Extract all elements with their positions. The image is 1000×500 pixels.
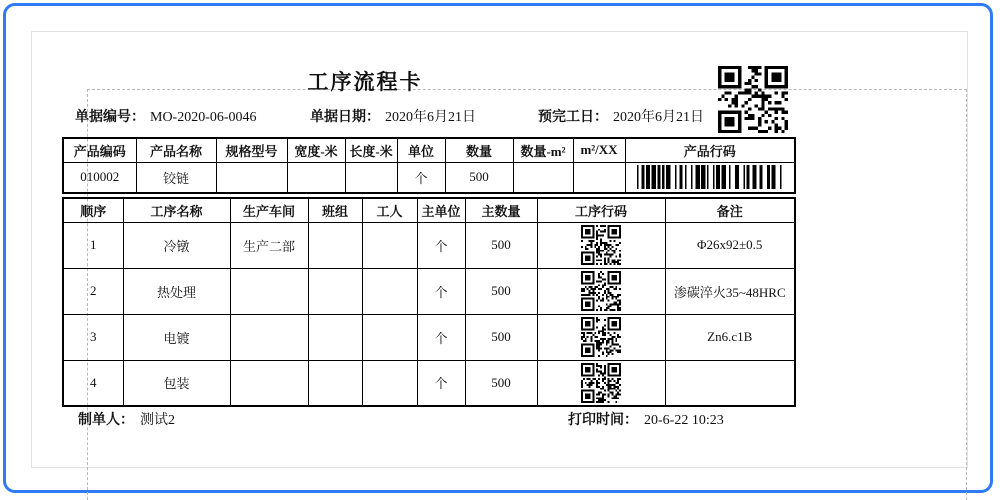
order-date-field (310, 106, 476, 126)
process-qr-cell (537, 222, 665, 268)
product-unit: 个 (397, 162, 445, 193)
process-row (63, 314, 795, 360)
process-worker (362, 268, 417, 314)
maker-value: 测试2 (140, 413, 175, 428)
due-date-label: 预完工日： (538, 110, 608, 125)
process-workshop (230, 314, 308, 360)
product-spec (216, 162, 287, 193)
col-product-barcode: 产品行码 (625, 138, 795, 162)
process-unit: 个 (417, 360, 465, 406)
process-team (308, 314, 362, 360)
qr-code-icon (581, 363, 621, 403)
process-worker (362, 222, 417, 268)
process-team (308, 222, 362, 268)
process-unit: 个 (417, 268, 465, 314)
maker-label: 制单人： (78, 413, 134, 428)
print-time-field (568, 409, 724, 429)
col-product-code: 产品编码 (63, 138, 136, 162)
col-main-qty: 主数量 (465, 198, 537, 222)
due-date-field (538, 106, 704, 126)
process-row (63, 360, 795, 406)
process-name: 热处理 (123, 268, 230, 314)
process-worker (362, 314, 417, 360)
process-workshop (230, 360, 308, 406)
process-qty: 500 (465, 314, 537, 360)
order-date-value: 2020年6月21日 (385, 110, 476, 125)
product-table-header (63, 138, 795, 162)
col-main-unit: 主单位 (417, 198, 465, 222)
process-seq: 2 (63, 268, 123, 314)
product-table (62, 137, 796, 194)
col-remark: 备注 (665, 198, 795, 222)
order-no-value: MO-2020-06-0046 (150, 110, 257, 125)
order-date-label: 单据日期： (310, 110, 380, 125)
process-qty: 500 (465, 222, 537, 268)
qr-code-icon (581, 225, 621, 265)
maker-field (78, 409, 175, 429)
order-no-label: 单据编号： (75, 110, 145, 125)
col-workshop: 生产车间 (230, 198, 308, 222)
process-seq: 4 (63, 360, 123, 406)
col-qty: 数量 (445, 138, 513, 162)
process-remark: Φ26x92±0.5 (665, 222, 795, 268)
col-product-name: 产品名称 (136, 138, 216, 162)
product-m2-xx (573, 162, 625, 193)
process-seq: 1 (63, 222, 123, 268)
qr-code-icon (718, 66, 788, 133)
process-row (63, 268, 795, 314)
page-title: 工序流程卡 (307, 70, 423, 94)
due-date-value: 2020年6月21日 (613, 110, 704, 125)
process-workshop: 生产二部 (230, 222, 308, 268)
barcode-icon (637, 165, 783, 189)
col-seq: 顺序 (63, 198, 123, 222)
qr-code-icon (581, 317, 621, 357)
process-table-header (63, 198, 795, 222)
print-time-label: 打印时间： (568, 413, 638, 428)
col-process-name: 工序名称 (123, 198, 230, 222)
product-qty-m2 (513, 162, 573, 193)
col-m2-xx: m²/XX (573, 138, 625, 162)
process-qty: 500 (465, 360, 537, 406)
process-seq: 3 (63, 314, 123, 360)
col-spec: 规格型号 (216, 138, 287, 162)
product-qty: 500 (445, 162, 513, 193)
process-row (63, 222, 795, 268)
process-qr-cell (537, 268, 665, 314)
product-code: 010002 (63, 162, 136, 193)
qr-code-icon (581, 271, 621, 311)
process-workshop (230, 268, 308, 314)
product-width (287, 162, 345, 193)
col-unit: 单位 (397, 138, 445, 162)
col-team: 班组 (308, 198, 362, 222)
process-name: 电镀 (123, 314, 230, 360)
product-length (345, 162, 397, 193)
col-qty-m2: 数量-m² (513, 138, 573, 162)
process-unit: 个 (417, 314, 465, 360)
col-worker: 工人 (362, 198, 417, 222)
process-qr-cell (537, 314, 665, 360)
process-unit: 个 (417, 222, 465, 268)
col-length: 长度-米 (345, 138, 397, 162)
process-team (308, 360, 362, 406)
process-worker (362, 360, 417, 406)
col-width: 宽度-米 (287, 138, 345, 162)
header-fields (0, 106, 1000, 126)
product-row (63, 162, 795, 193)
process-qr-cell (537, 360, 665, 406)
process-qty: 500 (465, 268, 537, 314)
process-remark: 渗碳淬火35~48HRC (665, 268, 795, 314)
process-team (308, 268, 362, 314)
process-remark (665, 360, 795, 406)
process-remark: Zn6.c1B (665, 314, 795, 360)
process-name: 包装 (123, 360, 230, 406)
order-no-field (75, 106, 257, 126)
process-table (62, 197, 796, 407)
print-time-value: 20-6-22 10:23 (644, 413, 724, 428)
process-name: 冷镦 (123, 222, 230, 268)
product-name: 铰链 (136, 162, 216, 193)
col-process-barcode: 工序行码 (537, 198, 665, 222)
product-barcode-cell (625, 162, 795, 193)
